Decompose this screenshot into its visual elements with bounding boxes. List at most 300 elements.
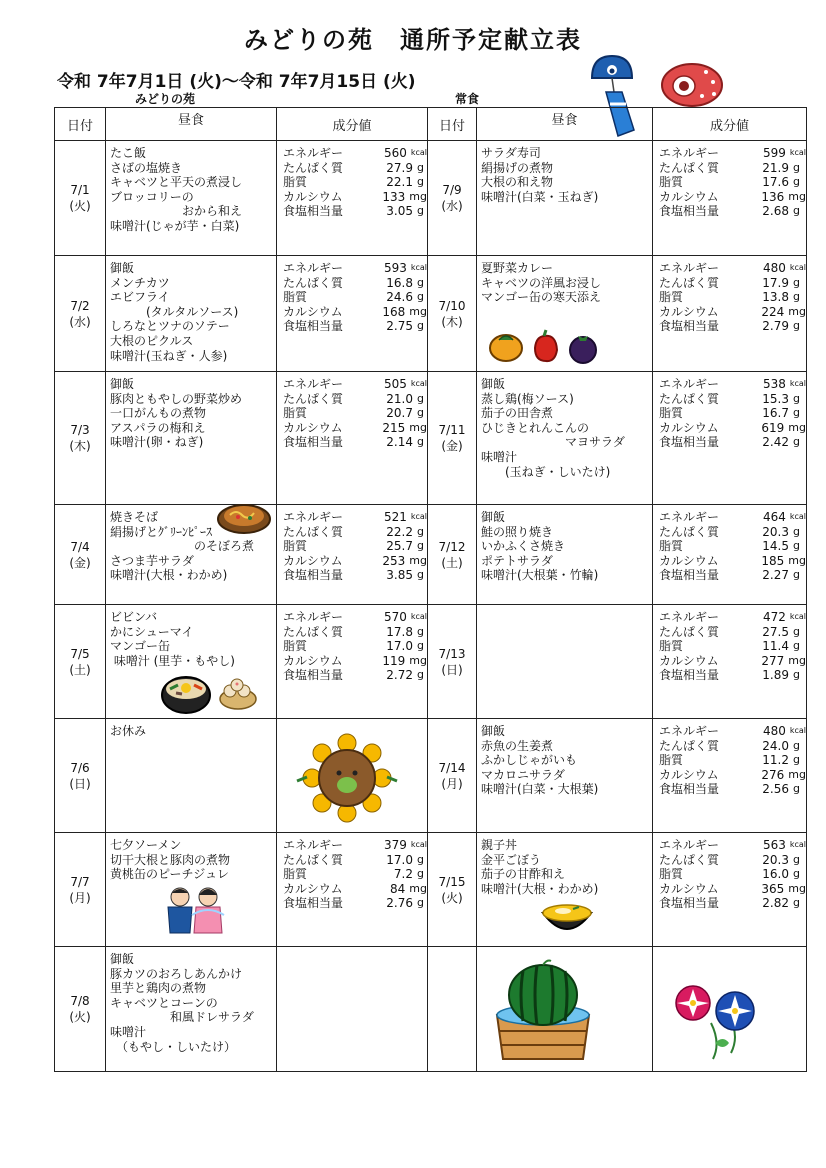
nutrient-label: たんぱく質 xyxy=(659,624,720,639)
morning-glory-icon xyxy=(671,983,761,1063)
nutrient-row xyxy=(659,882,806,897)
nutrient-value: 84 xyxy=(390,881,406,896)
nutrient-label: エネルギー xyxy=(659,510,720,524)
nutrient-row xyxy=(659,668,806,683)
nutrient-row xyxy=(283,261,427,276)
nutrient-unit: kcal xyxy=(410,263,427,272)
nutrient-label: エネルギー xyxy=(659,146,720,160)
nutrition-header: 成分値 xyxy=(653,108,807,141)
date-cell: 7/1 (火) xyxy=(55,141,106,256)
dish-cell xyxy=(106,505,277,605)
nutrient-row xyxy=(283,421,427,436)
nutrient-label: たんぱく質 xyxy=(283,852,344,867)
date-cell: 7/12 (土) xyxy=(428,505,477,605)
lunch-header: 昼食 xyxy=(477,108,653,141)
nutrient-value: 480 xyxy=(762,261,786,275)
nutrient-label: エネルギー xyxy=(659,838,720,852)
nutrient-unit: mg xyxy=(788,420,806,434)
dish-list: 御飯 赤魚の生姜煮 ふかしじゃがいも マカロニサラダ 味噌汁(白菜・大根葉) xyxy=(477,719,653,833)
table-row xyxy=(55,605,807,719)
table-row xyxy=(55,719,807,833)
dish-list: サラダ寿司 絹揚げの煮物 大根の和え物 味噌汁(白菜・玉ねぎ) xyxy=(477,141,653,256)
nutrient-unit: g xyxy=(793,624,800,638)
nutrient-label: エネルギー xyxy=(283,146,344,160)
nutrient-unit: g xyxy=(793,391,800,405)
nutrient-unit: g xyxy=(793,668,800,682)
nutrient-row xyxy=(659,276,806,291)
nutrient-row xyxy=(659,161,806,176)
nutrient-label: エネルギー xyxy=(659,610,720,624)
nutrient-label: 脂質 xyxy=(283,290,308,305)
kakigori-icon xyxy=(658,60,728,110)
nutrient-row xyxy=(659,654,806,669)
nutrition-cell xyxy=(653,505,807,605)
nutrient-label: エネルギー xyxy=(659,724,720,738)
nutrient-label: カルシウム xyxy=(659,420,719,435)
nutrient-unit: g xyxy=(793,568,800,582)
nutrient-label: カルシウム xyxy=(659,653,719,668)
nutrient-row xyxy=(659,204,806,219)
nutrient-row xyxy=(659,377,806,392)
nutrient-value: 379 xyxy=(383,838,407,852)
dish-cell xyxy=(106,605,277,719)
nutrient-label: 食塩相当量 xyxy=(659,668,720,683)
nutrient-value: 21.9 xyxy=(762,160,789,175)
dish-cell xyxy=(477,947,653,1072)
nutrient-unit: kcal xyxy=(789,148,806,157)
nutrient-label: カルシウム xyxy=(283,420,343,435)
nutrient-unit: g xyxy=(417,867,424,881)
nutrient-value: 22.1 xyxy=(386,175,413,190)
page-title: みどりの苑 通所予定献立表 xyxy=(244,26,582,54)
nutrient-label: 食塩相当量 xyxy=(659,204,720,219)
nutrient-value: 17.0 xyxy=(386,639,413,654)
nutrient-row xyxy=(283,305,427,320)
nutrient-row xyxy=(283,190,427,205)
tanabata-couple-icon xyxy=(162,885,228,939)
nutrition-header: 成分値 xyxy=(277,108,428,141)
nutrient-unit: kcal xyxy=(410,612,427,621)
nutrient-value: 2.75 xyxy=(386,319,413,334)
nutrient-unit: mg xyxy=(409,881,427,895)
nutrient-value: 276 xyxy=(761,767,785,782)
nutrient-unit: mg xyxy=(409,304,427,318)
nutrient-unit: g xyxy=(417,624,424,638)
nutrient-unit: mg xyxy=(788,553,806,567)
menu-period: 令和 7年7月1日 (火)〜令和 7年7月15日 (火) xyxy=(57,72,416,92)
nutrient-row xyxy=(659,625,806,640)
nutrient-value: 24.6 xyxy=(386,290,413,305)
nutrient-unit: g xyxy=(793,204,800,218)
nutrient-unit: g xyxy=(417,290,424,304)
nutrient-row xyxy=(283,554,427,569)
nutrient-value: 2.76 xyxy=(386,896,413,911)
nutrient-value: 563 xyxy=(762,838,786,852)
dish-list: 焼きそば 絹揚げとｸﾞﾘｰﾝﾋﾟｰｽ のそぼろ煮 さつま芋サラダ 味噌汁(大根・わかめ) xyxy=(110,510,255,583)
nutrient-row xyxy=(283,377,427,392)
nutrient-label: 食塩相当量 xyxy=(283,435,344,450)
nutrient-unit: g xyxy=(417,391,424,405)
nutrient-unit: g xyxy=(793,524,800,538)
nutrient-row xyxy=(659,261,806,276)
nutrient-row xyxy=(659,768,806,783)
lunch-header: 昼食 xyxy=(106,108,277,141)
nutrient-label: カルシウム xyxy=(659,553,719,568)
nutrition-cell xyxy=(277,141,428,256)
nutrient-label: 脂質 xyxy=(283,406,308,421)
nutrient-label: エネルギー xyxy=(283,610,344,624)
nutrient-value: 619 xyxy=(761,420,785,435)
nutrient-label: カルシウム xyxy=(283,304,343,319)
nutrient-row xyxy=(659,510,806,525)
nutrient-row xyxy=(659,435,806,450)
nutrient-value: 2.56 xyxy=(762,782,789,797)
menu-table xyxy=(54,107,807,1072)
nutrient-value: 599 xyxy=(762,146,786,160)
nutrient-unit: g xyxy=(793,852,800,866)
nutrient-value: 224 xyxy=(761,304,785,319)
nutrient-value: 133 xyxy=(382,189,406,204)
nutrient-row xyxy=(659,539,806,554)
nutrient-row xyxy=(283,276,427,291)
dish-list: 親子丼 金平ごぼう 茄子の甘酢和え 味噌汁(大根・わかめ) xyxy=(481,838,599,896)
nutrient-row xyxy=(659,392,806,407)
nutrient-value: 27.5 xyxy=(762,624,789,639)
nutrient-label: エネルギー xyxy=(283,838,344,852)
nutrient-row xyxy=(659,739,806,754)
date-cell: 7/14 (月) xyxy=(428,719,477,833)
nutrient-value: 521 xyxy=(383,510,407,524)
nutrient-label: 脂質 xyxy=(283,867,308,882)
nutrition-cell xyxy=(277,372,428,505)
nutrient-label: 脂質 xyxy=(283,175,308,190)
nutrient-unit: g xyxy=(417,435,424,449)
nutrient-value: 365 xyxy=(761,881,785,896)
nutrient-label: 食塩相当量 xyxy=(659,319,720,334)
table-row xyxy=(55,256,807,372)
nutrient-row xyxy=(283,290,427,305)
nutrient-row xyxy=(283,853,427,868)
table-row xyxy=(55,372,807,505)
nutrient-value: 21.0 xyxy=(386,391,413,406)
empty-cell xyxy=(653,947,807,1072)
nutrient-label: たんぱく質 xyxy=(283,160,344,175)
nutrient-label: たんぱく質 xyxy=(659,852,720,867)
nutrient-row xyxy=(283,175,427,190)
nutrient-row xyxy=(659,853,806,868)
nutrient-unit: mg xyxy=(788,767,806,781)
nutrient-unit: mg xyxy=(409,653,427,667)
facility-label: みどりの苑 xyxy=(135,92,196,106)
nutrient-unit: mg xyxy=(788,653,806,667)
nutrient-row xyxy=(659,146,806,161)
nutrient-label: カルシウム xyxy=(283,553,343,568)
nutrient-row xyxy=(659,782,806,797)
nutrient-unit: kcal xyxy=(410,148,427,157)
nutrient-row xyxy=(283,867,427,882)
nutrient-value: 2.72 xyxy=(386,668,413,683)
nutrient-label: カルシウム xyxy=(659,304,719,319)
nutrient-label: たんぱく質 xyxy=(659,160,720,175)
nutrient-label: たんぱく質 xyxy=(659,391,720,406)
nutrient-row xyxy=(659,639,806,654)
nutrient-value: 20.3 xyxy=(762,524,789,539)
nutrient-row xyxy=(659,724,806,739)
nutrient-label: たんぱく質 xyxy=(283,624,344,639)
nutrient-row xyxy=(283,838,427,853)
date-cell: 7/9 (水) xyxy=(428,141,477,256)
dish-list: 御飯 豚肉ともやしの野菜炒め 一口がんもの煮物 アスパラの梅和え 味噌汁(卵・ねぎ) xyxy=(106,372,277,505)
nutrient-row xyxy=(283,392,427,407)
nutrient-unit: g xyxy=(417,204,424,218)
nutrient-label: エネルギー xyxy=(283,510,344,524)
nutrient-value: 253 xyxy=(382,553,406,568)
nutrient-value: 15.3 xyxy=(762,391,789,406)
nutrient-label: 食塩相当量 xyxy=(659,782,720,797)
dish-cell xyxy=(106,833,277,947)
nutrition-cell xyxy=(277,505,428,605)
nutrient-unit: kcal xyxy=(410,840,427,849)
nutrient-value: 2.68 xyxy=(762,204,789,219)
nutrient-value: 119 xyxy=(382,653,406,668)
sunflower-icon xyxy=(295,733,399,823)
dish-list: 七夕ソーメン 切干大根と豚肉の煮物 黄桃缶のピーチジュレ xyxy=(110,838,231,882)
dish-cell xyxy=(477,833,653,947)
nutrient-row xyxy=(283,510,427,525)
nutrient-value: 16.8 xyxy=(386,275,413,290)
nutrient-unit: mg xyxy=(409,420,427,434)
nutrient-row xyxy=(283,610,427,625)
nutrient-value: 2.82 xyxy=(762,896,789,911)
nutrient-unit: kcal xyxy=(410,379,427,388)
nutrient-value: 24.0 xyxy=(762,738,789,753)
shumai-icon xyxy=(218,675,258,711)
dish-list: 御飯 蒸し鶏(梅ソース) 茄子の田舎煮 ひじきとれんこんの マヨサラダ 味噌汁 (玉ねぎ・しいたけ) xyxy=(477,372,653,505)
nutrient-value: 3.05 xyxy=(386,204,413,219)
nutrient-row xyxy=(659,319,806,334)
date-cell: 7/6 (日) xyxy=(55,719,106,833)
nutrient-row xyxy=(659,525,806,540)
nutrient-value: 20.3 xyxy=(762,852,789,867)
nutrient-row xyxy=(283,668,427,683)
nutrient-row xyxy=(659,610,806,625)
nutrient-label: たんぱく質 xyxy=(659,524,720,539)
nutrient-row xyxy=(659,753,806,768)
nutrient-label: 脂質 xyxy=(659,639,684,654)
nutrient-unit: g xyxy=(417,539,424,553)
nutrient-unit: g xyxy=(417,175,424,189)
dish-list: 夏野菜カレー キャベツの洋風お浸し マンゴー缶の寒天添え xyxy=(481,261,602,305)
nutrient-label: 脂質 xyxy=(283,639,308,654)
empty-cell xyxy=(428,947,477,1072)
nutrient-row xyxy=(659,838,806,853)
date-cell: 7/8 (火) xyxy=(55,947,106,1072)
nutrient-unit: g xyxy=(793,319,800,333)
dish-list: 御飯 鮭の照り焼き いかふくさ焼き ポテトサラダ 味噌汁(大根葉・竹輪) xyxy=(477,505,653,605)
dish-list: ビビンバ かにシューマイ マンゴー缶 味噌汁 (里芋・もやし) xyxy=(110,610,235,668)
nutrient-label: たんぱく質 xyxy=(659,275,720,290)
nutrient-row xyxy=(659,867,806,882)
nutrient-value: 215 xyxy=(382,420,406,435)
nutrient-row xyxy=(283,319,427,334)
nutrient-unit: kcal xyxy=(789,263,806,272)
nutrient-row xyxy=(659,568,806,583)
date-cell: 7/4 (金) xyxy=(55,505,106,605)
nutrient-value: 185 xyxy=(761,553,785,568)
date-cell: 7/5 (土) xyxy=(55,605,106,719)
nutrient-value: 277 xyxy=(761,653,785,668)
nutrient-row xyxy=(659,896,806,911)
nutrient-value: 13.8 xyxy=(762,290,789,305)
nutrient-row xyxy=(659,406,806,421)
nutrient-value: 168 xyxy=(382,304,406,319)
date-cell: 7/11 (金) xyxy=(428,372,477,505)
nutrient-row xyxy=(283,639,427,654)
nutrient-unit: g xyxy=(793,539,800,553)
nutrient-unit: g xyxy=(793,782,800,796)
nutrient-value: 20.7 xyxy=(386,406,413,421)
nutrient-value: 2.42 xyxy=(762,435,789,450)
nutrient-label: たんぱく質 xyxy=(283,275,344,290)
nutrient-unit: kcal xyxy=(789,512,806,521)
nutrient-value: 11.4 xyxy=(762,639,789,654)
nutrient-unit: kcal xyxy=(789,612,806,621)
nutrient-label: 食塩相当量 xyxy=(283,668,344,683)
nutrient-unit: g xyxy=(793,275,800,289)
table-row xyxy=(55,141,807,256)
vegetables-icon xyxy=(489,328,599,366)
nutrient-value: 472 xyxy=(762,610,786,624)
date-header: 日付 xyxy=(428,108,477,141)
nutrient-label: エネルギー xyxy=(659,377,720,391)
nutrient-unit: g xyxy=(793,867,800,881)
oyakodon-icon xyxy=(539,897,595,943)
nutrient-row xyxy=(659,175,806,190)
nutrient-unit: kcal xyxy=(789,726,806,735)
nutrient-unit: mg xyxy=(788,189,806,203)
nutrient-unit: mg xyxy=(788,881,806,895)
nutrient-row xyxy=(283,896,427,911)
nutrient-value: 25.7 xyxy=(386,539,413,554)
nutrient-label: 脂質 xyxy=(659,753,684,768)
nutrient-label: カルシウム xyxy=(283,189,343,204)
nutrient-value: 570 xyxy=(383,610,407,624)
nutrient-unit: g xyxy=(793,160,800,174)
nutrient-row xyxy=(283,146,427,161)
table-row xyxy=(55,833,807,947)
nutrition-cell xyxy=(653,833,807,947)
nutrient-label: 食塩相当量 xyxy=(283,896,344,911)
nutrient-label: 脂質 xyxy=(659,290,684,305)
nutrient-row xyxy=(283,625,427,640)
nutrient-unit: g xyxy=(417,275,424,289)
nutrient-label: カルシウム xyxy=(283,653,343,668)
nutrient-label: カルシウム xyxy=(659,881,719,896)
nutrient-value: 560 xyxy=(383,146,407,160)
nutrient-value: 16.7 xyxy=(762,406,789,421)
date-cell: 7/7 (月) xyxy=(55,833,106,947)
nutrient-row xyxy=(659,554,806,569)
header-row xyxy=(55,108,807,141)
nutrient-value: 2.14 xyxy=(386,435,413,450)
nutrition-cell xyxy=(653,256,807,372)
dish-list: 御飯 豚カツのおろしあんかけ 里芋と鶏肉の煮物 キャベツとコーンの 和風ドレサラダ 味噌汁 （もやし・しいたけ） xyxy=(106,947,277,1072)
nutrient-unit: mg xyxy=(409,553,427,567)
nutrient-label: 脂質 xyxy=(659,867,684,882)
nutrient-label: カルシウム xyxy=(659,189,719,204)
nutrient-value: 3.85 xyxy=(386,568,413,583)
nutrient-label: 食塩相当量 xyxy=(659,896,720,911)
nutrient-row xyxy=(283,882,427,897)
nutrient-value: 22.2 xyxy=(386,524,413,539)
nutrient-unit: kcal xyxy=(410,512,427,521)
nutrient-unit: kcal xyxy=(789,379,806,388)
nutrient-value: 136 xyxy=(761,189,785,204)
nutrient-label: 脂質 xyxy=(659,406,684,421)
nutrient-unit: g xyxy=(793,738,800,752)
nutrient-row xyxy=(659,421,806,436)
nutrition-cell xyxy=(277,833,428,947)
nutrient-unit: g xyxy=(793,175,800,189)
nutrient-row xyxy=(659,190,806,205)
nutrient-label: 食塩相当量 xyxy=(659,435,720,450)
nutrient-unit: mg xyxy=(409,189,427,203)
nutrient-value: 593 xyxy=(383,261,407,275)
nutrient-row xyxy=(283,161,427,176)
nutrient-row xyxy=(283,406,427,421)
nutrient-label: カルシウム xyxy=(659,767,719,782)
nutrient-label: エネルギー xyxy=(283,377,344,391)
nutrient-unit: kcal xyxy=(789,840,806,849)
nutrient-label: 食塩相当量 xyxy=(283,568,344,583)
nutrient-value: 11.2 xyxy=(762,753,789,768)
nutrient-value: 17.9 xyxy=(762,275,789,290)
nutrient-unit: g xyxy=(417,406,424,420)
nutrient-value: 2.27 xyxy=(762,568,789,583)
nutrient-unit: g xyxy=(417,568,424,582)
table-row xyxy=(55,947,807,1072)
nutrient-value: 464 xyxy=(762,510,786,524)
empty-cell xyxy=(277,947,428,1072)
nutrient-unit: g xyxy=(793,435,800,449)
nutrient-value: 17.8 xyxy=(386,624,413,639)
nutrient-unit: g xyxy=(793,406,800,420)
nutrient-label: カルシウム xyxy=(283,881,343,896)
nutrient-value: 1.89 xyxy=(762,668,789,683)
date-cell: 7/15 (火) xyxy=(428,833,477,947)
nutrient-value: 538 xyxy=(762,377,786,391)
nutrition-cell xyxy=(653,719,807,833)
nutrient-label: 脂質 xyxy=(659,175,684,190)
nutrient-label: たんぱく質 xyxy=(283,524,344,539)
watermelon-tub-icon xyxy=(493,959,593,1063)
nutrient-label: 食塩相当量 xyxy=(283,319,344,334)
nutrient-row xyxy=(283,204,427,219)
nutrient-unit: g xyxy=(417,160,424,174)
nutrition-cell xyxy=(653,605,807,719)
nutrient-unit: g xyxy=(417,639,424,653)
nutrient-unit: g xyxy=(417,852,424,866)
nutrient-value: 17.6 xyxy=(762,175,789,190)
nutrition-cell xyxy=(653,141,807,256)
nutrient-value: 16.0 xyxy=(762,867,789,882)
nutrient-unit: g xyxy=(793,639,800,653)
nutrient-row xyxy=(283,654,427,669)
nutrient-row xyxy=(283,435,427,450)
nutrient-label: エネルギー xyxy=(659,261,720,275)
nutrition-cell xyxy=(277,719,428,833)
nutrient-row xyxy=(283,525,427,540)
